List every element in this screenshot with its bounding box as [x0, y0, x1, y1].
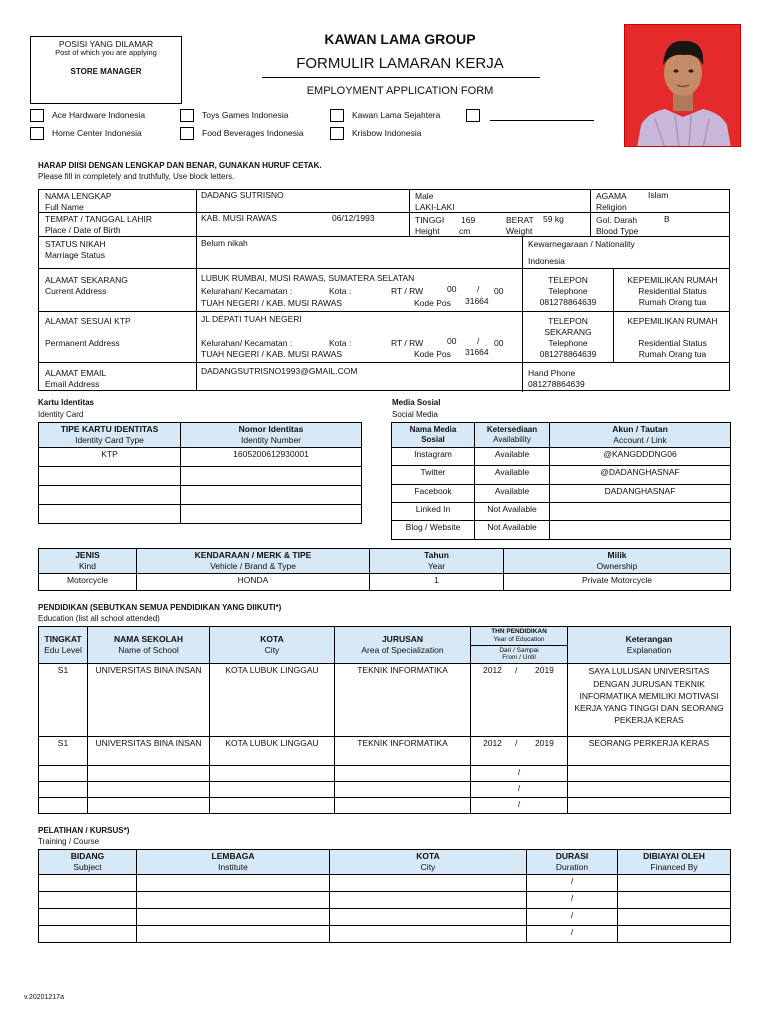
address-city[interactable]: TUAH NEGERI / KAB. MUSI RAWAS: [201, 298, 343, 308]
empty-cell[interactable]: [210, 798, 335, 814]
name-value[interactable]: DADANG SUTRISNO: [201, 190, 284, 200]
col-divider: [522, 236, 523, 268]
training-subtitle: Training / Course: [38, 837, 100, 846]
title-rule: [262, 77, 540, 78]
ktp-address-line1[interactable]: JL DEPATI TUAH NEGERI: [201, 314, 302, 324]
empty-cell[interactable]: [618, 926, 731, 943]
empty-years-cell[interactable]: /: [471, 766, 568, 782]
checkbox-icon[interactable]: [30, 127, 44, 140]
empty-cell[interactable]: [39, 782, 88, 798]
col-divider: [409, 190, 410, 236]
nationality-value[interactable]: Indonesia: [528, 256, 565, 266]
ownership-label: KEPEMILIKAN RUMAH: [627, 275, 718, 285]
identity-header-type: TIPE KARTU IDENTITAS Identity Card Type: [39, 423, 181, 448]
nationality-label: Kewarnegaraan / Nationality: [528, 239, 635, 249]
company-option-ace[interactable]: [30, 109, 145, 122]
vehicle-kind-cell[interactable]: Motorcycle: [39, 574, 137, 591]
blood-value[interactable]: B: [664, 214, 670, 224]
table-row: [39, 505, 362, 524]
position-box: [30, 36, 182, 104]
social-header-account: Akun / Tautan Account / Link: [550, 423, 731, 448]
version-label: v.20201217a: [24, 994, 64, 1001]
edu-from[interactable]: 2012: [483, 738, 502, 749]
company-label: Toys Games Indonesia: [202, 109, 289, 120]
vehicle-header-ownership: Milik Ownership: [504, 549, 731, 574]
social-account-cell[interactable]: @KANGDDDNG06: [550, 448, 731, 466]
education-table: [38, 626, 731, 814]
company-option-toys[interactable]: [180, 109, 288, 122]
instruction-id: HARAP DIISI DENGAN LENGKAP DAN BENAR, GUNAKAN HURUF CETAK.: [38, 161, 322, 170]
vehicle-table: [38, 548, 731, 591]
address-sublabel: Current Address: [45, 286, 107, 296]
edu-header-note: Keterangan Explanation: [568, 627, 731, 664]
table-row: [392, 485, 731, 503]
address-label: ALAMAT SEKARANG: [45, 275, 128, 285]
table-row: [392, 521, 731, 540]
edu-city-cell[interactable]: KOTA LUBUK LINGGAU: [210, 737, 335, 766]
company-option-other[interactable]: [466, 109, 488, 122]
duration-cell[interactable]: /: [527, 892, 618, 909]
company-option-kawan[interactable]: [330, 109, 440, 122]
kodepos-value[interactable]: 31664: [465, 296, 489, 306]
vehicle-header-kind: JENIS Kind: [39, 549, 137, 574]
social-media-cell: Linked In: [392, 503, 475, 521]
vehicle-ownership-cell[interactable]: Private Motorcycle: [504, 574, 731, 591]
name-label: NAMA LENGKAP: [45, 191, 112, 201]
table-row: [392, 448, 731, 466]
social-availability-cell[interactable]: Not Available: [475, 503, 550, 521]
company-label: Kawan Lama Sejahtera: [352, 109, 441, 120]
training-header-financed: DIBIAYAI OLEH Financed By: [618, 850, 731, 875]
ktp-kota-label: Kota :: [329, 338, 352, 348]
checkbox-icon[interactable]: [330, 127, 344, 140]
company-option-krisbow[interactable]: [330, 127, 421, 140]
ktp-kodepos-value[interactable]: 31664: [465, 347, 489, 357]
checkbox-icon[interactable]: [180, 127, 194, 140]
religion-sublabel: Religion: [596, 202, 627, 212]
col-divider: [522, 362, 523, 392]
position-sublabel: Post of which you are applying: [55, 48, 157, 57]
edu-city-cell[interactable]: KOTA LUBUK LINGGAU: [210, 664, 335, 737]
table-row: [39, 766, 731, 782]
identity-type-cell[interactable]: KTP: [39, 448, 181, 467]
empty-cell[interactable]: [618, 875, 731, 892]
edu-note-cell[interactable]: SEORANG PERKERJA KERAS: [568, 737, 731, 766]
edu-from[interactable]: 2012: [483, 665, 502, 676]
edu-until[interactable]: 2019: [535, 665, 554, 676]
weight-value[interactable]: 59 kg: [543, 214, 564, 224]
position-label: POSISI YANG DILAMAR: [58, 39, 154, 49]
rt-slash: /: [477, 284, 480, 294]
empty-cell[interactable]: [39, 467, 181, 486]
ownership-sublabel: Residential Status: [638, 286, 707, 296]
empty-years-cell[interactable]: /: [471, 782, 568, 798]
ktp-rt-slash: /: [477, 336, 480, 346]
empty-cell[interactable]: [137, 875, 330, 892]
name-sublabel: Full Name: [45, 202, 84, 212]
personal-data-block: [38, 189, 730, 391]
edu-level-cell[interactable]: S1: [39, 737, 88, 766]
marital-sublabel: Marriage Status: [45, 250, 105, 260]
checkbox-icon[interactable]: [30, 109, 44, 122]
edu-until[interactable]: 2019: [535, 738, 554, 749]
edu-note-cell[interactable]: SAYA LULUSAN UNIVERSITAS DENGAN JURUSAN TEKNIK INFORMATIKA MEMILIKI MOTIVASI KERJA YANG TINGGI DAN SEORANG PEKERJA KERAS: [568, 664, 731, 737]
edu-header-city: KOTA City: [210, 627, 335, 664]
empty-cell[interactable]: [618, 909, 731, 926]
birth-place-value[interactable]: KAB. MUSI RAWAS: [201, 213, 277, 223]
ktp-rtrw-label: RT / RW: [391, 338, 424, 348]
social-subtitle: Social Media: [392, 410, 438, 419]
email-label: ALAMAT EMAIL: [45, 368, 107, 378]
empty-cell[interactable]: [39, 766, 88, 782]
col-divider: [196, 190, 197, 390]
row-divider: [39, 362, 729, 363]
social-account-cell[interactable]: [550, 521, 731, 540]
edu-years-cell[interactable]: 2012 / 2019: [471, 737, 568, 766]
social-title: Media Sosial: [392, 398, 441, 407]
empty-cell[interactable]: [137, 892, 330, 909]
table-row: [39, 782, 731, 798]
training-header-city: KOTA City: [330, 850, 527, 875]
empty-cell[interactable]: [181, 486, 362, 505]
position-value[interactable]: STORE MANAGER: [70, 67, 142, 76]
education-title: PENDIDIKAN (SEBUTKAN SEMUA PENDIDIKAN YANG DIIKUTI*): [38, 603, 282, 612]
empty-cell[interactable]: [181, 467, 362, 486]
empty-cell[interactable]: [137, 926, 330, 943]
checkbox-icon[interactable]: [466, 109, 480, 122]
empty-years-cell[interactable]: /: [471, 798, 568, 814]
training-title: PELATIHAN / KURSUS*): [38, 826, 130, 835]
edu-header-years: THN PENDIDIKAN Year of Education Dari / Sampai From / Until: [471, 627, 568, 664]
ownership2-sublabel: Residential Status: [638, 338, 707, 348]
table-row: [39, 467, 362, 486]
company-option-food[interactable]: [180, 127, 304, 140]
empty-cell[interactable]: [335, 782, 471, 798]
table-row: [39, 574, 731, 591]
edu-header-school: NAMA SEKOLAH Name of School: [88, 627, 210, 664]
social-availability-cell[interactable]: Not Available: [475, 521, 550, 540]
height-sublabel: Height: [415, 226, 440, 236]
birth-sublabel: Place / Date of Birth: [45, 225, 121, 235]
phone2-label2: SEKARANG: [544, 327, 592, 337]
email-value[interactable]: DADANGSUTRISNO1993@GMAIL.COM: [201, 366, 358, 376]
ktp-address-sublabel: Permanent Address: [45, 338, 120, 348]
identity-title: Kartu Identitas: [38, 398, 95, 407]
empty-cell[interactable]: [88, 798, 210, 814]
company-option-homecenter[interactable]: [30, 127, 142, 140]
identity-subtitle: Identity Card: [38, 410, 84, 419]
social-header-availability: Ketersediaan Availability: [475, 423, 550, 448]
height-unit: cm: [459, 226, 471, 236]
training-header-institute: LEMBAGA Institute: [137, 850, 330, 875]
social-availability-cell[interactable]: Available: [475, 448, 550, 466]
company-label: Ace Hardware Indonesia: [52, 109, 146, 120]
empty-cell[interactable]: [618, 892, 731, 909]
edu-major-cell[interactable]: TEKNIK INFORMATIKA: [335, 737, 471, 766]
row-divider: [39, 268, 729, 269]
religion-label: AGAMA: [596, 191, 627, 201]
birth-label: TEMPAT / TANGGAL LAHIR: [45, 214, 153, 224]
social-availability-cell[interactable]: Available: [475, 466, 550, 485]
phone2-value[interactable]: 081278864639: [539, 349, 597, 359]
col-divider: [590, 190, 591, 236]
height-value[interactable]: 169: [461, 215, 476, 225]
applicant-photo: [624, 24, 741, 147]
table-row: [39, 926, 731, 943]
ktp-rw-value[interactable]: 00: [494, 338, 504, 348]
training-table: [38, 849, 731, 943]
empty-cell[interactable]: [88, 782, 210, 798]
phone2-sublabel: Telephone: [548, 338, 588, 348]
identity-table: [38, 422, 362, 524]
ownership2-value[interactable]: Rumah Orang tua: [638, 349, 707, 359]
email-sublabel: Email Address: [45, 379, 100, 389]
birth-date-value[interactable]: 06/12/1993: [332, 213, 375, 223]
empty-cell[interactable]: [181, 505, 362, 524]
ownership-value[interactable]: Rumah Orang tua: [638, 297, 707, 307]
empty-cell[interactable]: [335, 798, 471, 814]
ktp-address-label: ALAMAT SESUAI KTP: [45, 316, 131, 326]
social-media-cell: Twitter: [392, 466, 475, 485]
instruction-en: Please fill in completely and truthfully, Use block letters.: [38, 172, 235, 181]
checkbox-icon[interactable]: [180, 109, 194, 122]
duration-cell[interactable]: /: [527, 875, 618, 892]
rw-value[interactable]: 00: [494, 286, 504, 296]
empty-cell[interactable]: [568, 782, 731, 798]
empty-cell[interactable]: [210, 766, 335, 782]
social-account-cell[interactable]: [550, 503, 731, 521]
company-label: Krisbow Indonesia: [352, 127, 422, 138]
phone-label: TELEPON: [548, 275, 588, 285]
empty-cell[interactable]: [210, 782, 335, 798]
social-media-cell: Instagram: [392, 448, 475, 466]
religion-value[interactable]: Islam: [648, 190, 669, 200]
empty-cell[interactable]: [39, 909, 137, 926]
duration-cell[interactable]: /: [527, 926, 618, 943]
table-row: [392, 503, 731, 521]
edu-level-cell[interactable]: S1: [39, 664, 88, 737]
ktp-kelurahan-label: Kelurahan/ Kecamatan :: [201, 338, 293, 348]
empty-cell[interactable]: [330, 909, 527, 926]
ktp-kodepos-label: Kode Pos: [414, 349, 451, 359]
empty-cell[interactable]: [39, 892, 137, 909]
vehicle-header-year: Tahun Year: [370, 549, 504, 574]
table-row: [39, 486, 362, 505]
social-header-media: Nama Media Sosial: [392, 423, 475, 448]
edu-header-major: JURUSAN Area of Specialization: [335, 627, 471, 664]
marital-value[interactable]: Belum nikah: [201, 238, 248, 248]
empty-cell[interactable]: [568, 766, 731, 782]
phone-sublabel: Telephone: [548, 286, 588, 296]
ktp-rt-value[interactable]: 00: [447, 336, 457, 346]
vehicle-header-brand: KENDARAAN / MERK & TIPE Vehicle / Brand & Type: [137, 549, 370, 574]
edu-school-cell[interactable]: UNIVERSITAS BINA INSAN: [88, 737, 210, 766]
table-row: [39, 875, 731, 892]
empty-cell[interactable]: [39, 926, 137, 943]
rtrw-label: RT / RW: [391, 286, 424, 296]
empty-cell[interactable]: [137, 909, 330, 926]
social-media-cell: Blog / Website: [392, 521, 475, 540]
rt-value[interactable]: 00: [447, 284, 457, 294]
table-row: [392, 466, 731, 485]
social-availability-cell[interactable]: Available: [475, 485, 550, 503]
social-media-cell: Facebook: [392, 485, 475, 503]
empty-cell[interactable]: [330, 875, 527, 892]
identity-number-cell[interactable]: 1605200612930001: [181, 448, 362, 467]
company-name: KAWAN LAMA GROUP: [324, 31, 476, 47]
table-row: [39, 737, 731, 766]
empty-cell[interactable]: [330, 926, 527, 943]
empty-cell[interactable]: [568, 798, 731, 814]
phone2-label: TELEPON: [548, 316, 588, 326]
edu-header-level: TINGKAT Edu Level: [39, 627, 88, 664]
empty-cell[interactable]: [39, 486, 181, 505]
handphone-label: Hand Phone: [528, 368, 576, 378]
handphone-value[interactable]: 081278864639: [528, 379, 585, 389]
address-line1[interactable]: LUBUK RUMBAI, MUSI RAWAS, SUMATERA SELATAN: [201, 273, 415, 283]
table-row: [39, 798, 731, 814]
other-company-line[interactable]: [490, 120, 594, 121]
table-row: [39, 664, 731, 737]
weight-sublabel: Weight: [506, 226, 533, 236]
empty-cell[interactable]: [330, 892, 527, 909]
identity-header-number: Nomor Identitas Identity Number: [181, 423, 362, 448]
form-subtitle: EMPLOYMENT APPLICATION FORM: [306, 85, 494, 97]
phone-value[interactable]: 081278864639: [539, 297, 597, 307]
blood-sublabel: Blood Type: [596, 226, 639, 236]
empty-cell[interactable]: [39, 798, 88, 814]
kota-label: Kota :: [329, 286, 352, 296]
blood-label: Gol. Darah: [596, 215, 638, 225]
edu-school-cell[interactable]: UNIVERSITAS BINA INSAN: [88, 664, 210, 737]
duration-cell[interactable]: /: [527, 909, 618, 926]
kelurahan-label: Kelurahan/ Kecamatan :: [201, 286, 293, 296]
social-account-cell[interactable]: DADANGHASNAF: [550, 485, 731, 503]
social-table: [391, 422, 731, 540]
marital-label: STATUS NIKAH: [45, 239, 106, 249]
checkbox-icon[interactable]: [330, 109, 344, 122]
weight-label: BERAT: [506, 215, 534, 225]
company-label: Food Beverages Indonesia: [202, 127, 304, 138]
education-subtitle: Education (list all school attended): [38, 614, 160, 623]
row-divider: [39, 311, 729, 312]
table-row: [39, 909, 731, 926]
edu-major-cell[interactable]: TEKNIK INFORMATIKA: [335, 664, 471, 737]
training-header-duration: DURASI Duration: [527, 850, 618, 875]
edu-years-cell[interactable]: 2012 / 2019: [471, 664, 568, 737]
ktp-city[interactable]: TUAH NEGERI / KAB. MUSI RAWAS: [201, 349, 343, 359]
vehicle-year-cell[interactable]: 1: [370, 574, 504, 591]
social-account-cell[interactable]: @DADANGHASNAF: [550, 466, 731, 485]
training-header-subject: BIDANG Subject: [39, 850, 137, 875]
vehicle-brand-cell[interactable]: HONDA: [137, 574, 370, 591]
height-label: TINGGI: [415, 215, 445, 225]
empty-cell[interactable]: [88, 766, 210, 782]
gender-id-value[interactable]: LAKI-LAKI: [415, 202, 455, 212]
empty-cell[interactable]: [39, 505, 181, 524]
empty-cell[interactable]: [335, 766, 471, 782]
table-row: [39, 892, 731, 909]
company-label: Home Center Indonesia: [52, 127, 142, 138]
empty-cell[interactable]: [39, 875, 137, 892]
ownership2-label: KEPEMILIKAN RUMAH: [627, 316, 718, 326]
kodepos-label: Kode Pos: [414, 298, 451, 308]
gender-value[interactable]: Male: [415, 191, 434, 201]
form-title: FORMULIR LAMARAN KERJA: [296, 55, 504, 72]
